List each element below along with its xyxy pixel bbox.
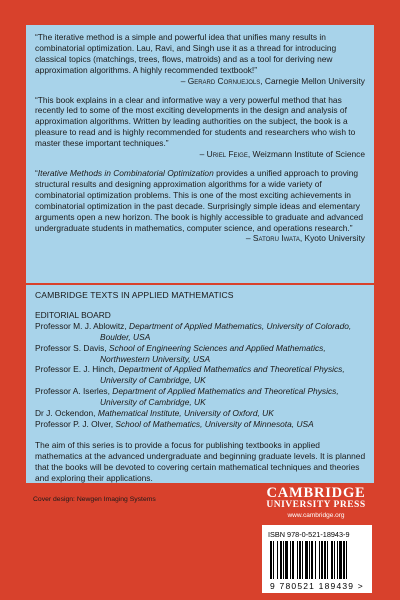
review-author: Uriel Feige bbox=[206, 149, 248, 160]
editorial-board-member bbox=[35, 408, 367, 419]
review-affiliation: Kyoto University bbox=[304, 233, 365, 244]
reviews-section bbox=[26, 25, 374, 283]
member-name: Professor M. J. Ablowitz, bbox=[35, 320, 130, 331]
publisher-logo bbox=[266, 486, 366, 520]
series-aim: The aim of this series is to provide a focus for publishing textbooks in applied mathematics at the advanced undergraduate and beginning graduate levels. It is planned that the books will be devoted to covering certain mathematical techniques and theories and exploring their applications. bbox=[35, 439, 366, 483]
member-department: Department of Applied Mathematics and Theoretical Physics, University of Cambridge, UK bbox=[100, 386, 339, 408]
book-title: Iterative Methods in Combinatorial Optimization bbox=[37, 167, 214, 178]
cover-design-credit: Cover design: Newgen Imaging Systems bbox=[33, 496, 156, 503]
review-attribution: – Uriel Feige, Weizmann Institute of Science bbox=[199, 149, 365, 160]
editorial-board-member bbox=[35, 419, 367, 430]
member-name: Professor E. J. Hinch, bbox=[35, 364, 119, 375]
member-name: Dr J. Ockendon, bbox=[35, 408, 98, 419]
content-panel bbox=[26, 25, 374, 483]
editorial-board-member bbox=[35, 343, 367, 365]
review-author: Gerard Cornuejols bbox=[187, 75, 261, 86]
barcode bbox=[270, 541, 364, 579]
review-attribution: – Satoru Iwata, Kyoto University bbox=[245, 233, 365, 244]
review-attribution: – Gerard Cornuejols, Carnegie Mellon University bbox=[180, 75, 365, 86]
member-name: Professor P. J. Olver, bbox=[35, 418, 116, 429]
member-department: Mathematical Institute, University of Oxford, UK bbox=[97, 408, 274, 419]
publisher-press: UNIVERSITY PRESS bbox=[266, 500, 366, 510]
publisher-name: CAMBRIDGE bbox=[266, 485, 366, 501]
review-affiliation: Weizmann Institute of Science bbox=[252, 149, 365, 160]
member-department: School of Engineering Sciences and Applied Mathematics, Northwestern University, USA bbox=[100, 342, 326, 364]
member-name: Professor S. Davis, bbox=[35, 342, 110, 353]
review-quote bbox=[35, 95, 365, 160]
series-section bbox=[35, 287, 367, 484]
review-text: “This book explains in a clear and informative way a very powerful method that has recently led to some of the most exciting developments in the design and analysis of approximation algorithms. Written by leading authorities on the subject, the book is a pleasure to read and is highly recommended for students and researchers who wish to master these important techniques.” bbox=[35, 94, 356, 149]
publisher-url: www.cambridge.org bbox=[287, 512, 345, 519]
member-department: Department of Applied Mathematics and Theoretical Physics, University of Cambridge, UK bbox=[100, 364, 345, 386]
member-department: School of Mathematics, University of Minnesota, USA bbox=[115, 418, 314, 429]
editorial-board-heading: EDITORIAL BOARD bbox=[35, 309, 111, 320]
member-department: Department of Applied Mathematics, University of Colorado, Boulder, USA bbox=[100, 320, 352, 342]
isbn: ISBN 978-0-521-18943-9 bbox=[268, 530, 350, 539]
review-text: provides a unified approach to proving structural results and designing approximation algorithms for a wide variety of combinatorial optimization problems. This is one of the most exciting achievements in combinatorial optimization in the past decade. Surprisingly simple ideas and elementary arguments open a new horizon. The book is highly accessible to graduate and advanced undergraduate students in mathematics, computer science, and operations research.” bbox=[35, 167, 364, 233]
editorial-board-member bbox=[35, 386, 367, 408]
review-quote: “Iterative Methods in Combinatorial Optimization provides a unified approach to proving structural results and designing approximation algorithms for a wide variety of combinatorial optimization problems. This is one of the most exciting achievements in combinatorial optimization in the past decade. Surprisingly simple ideas and elementary arguments open a new horizon. The book is highly accessible to graduate and advanced undergraduate students in mathematics, computer science, and operations research.” – Satoru Iwata, Kyoto University bbox=[35, 167, 365, 244]
review-quote bbox=[35, 32, 365, 87]
barcode-box bbox=[262, 525, 372, 593]
member-name: Professor A. Iserles, bbox=[35, 386, 113, 397]
editorial-board-member bbox=[35, 364, 367, 386]
editorial-board-list bbox=[35, 321, 367, 430]
review-text: “The iterative method is a simple and powerful idea that unifies many results in combinatorial optimization. Lau, Ravi, and Singh use it as a thread for introducing classical topics (matchings, trees, flows, matroids) and as a tool for deriving new approximation algorithms. A highly recommended textbook!” bbox=[35, 32, 337, 75]
editorial-board-member bbox=[35, 321, 367, 343]
barcode-number: 9 780521 189439 > bbox=[270, 581, 364, 591]
review-affiliation: Carnegie Mellon University bbox=[264, 75, 365, 86]
series-title: CAMBRIDGE TEXTS IN APPLIED MATHEMATICS bbox=[35, 290, 234, 300]
review-author: Satoru Iwata bbox=[252, 233, 300, 244]
divider bbox=[26, 283, 374, 285]
